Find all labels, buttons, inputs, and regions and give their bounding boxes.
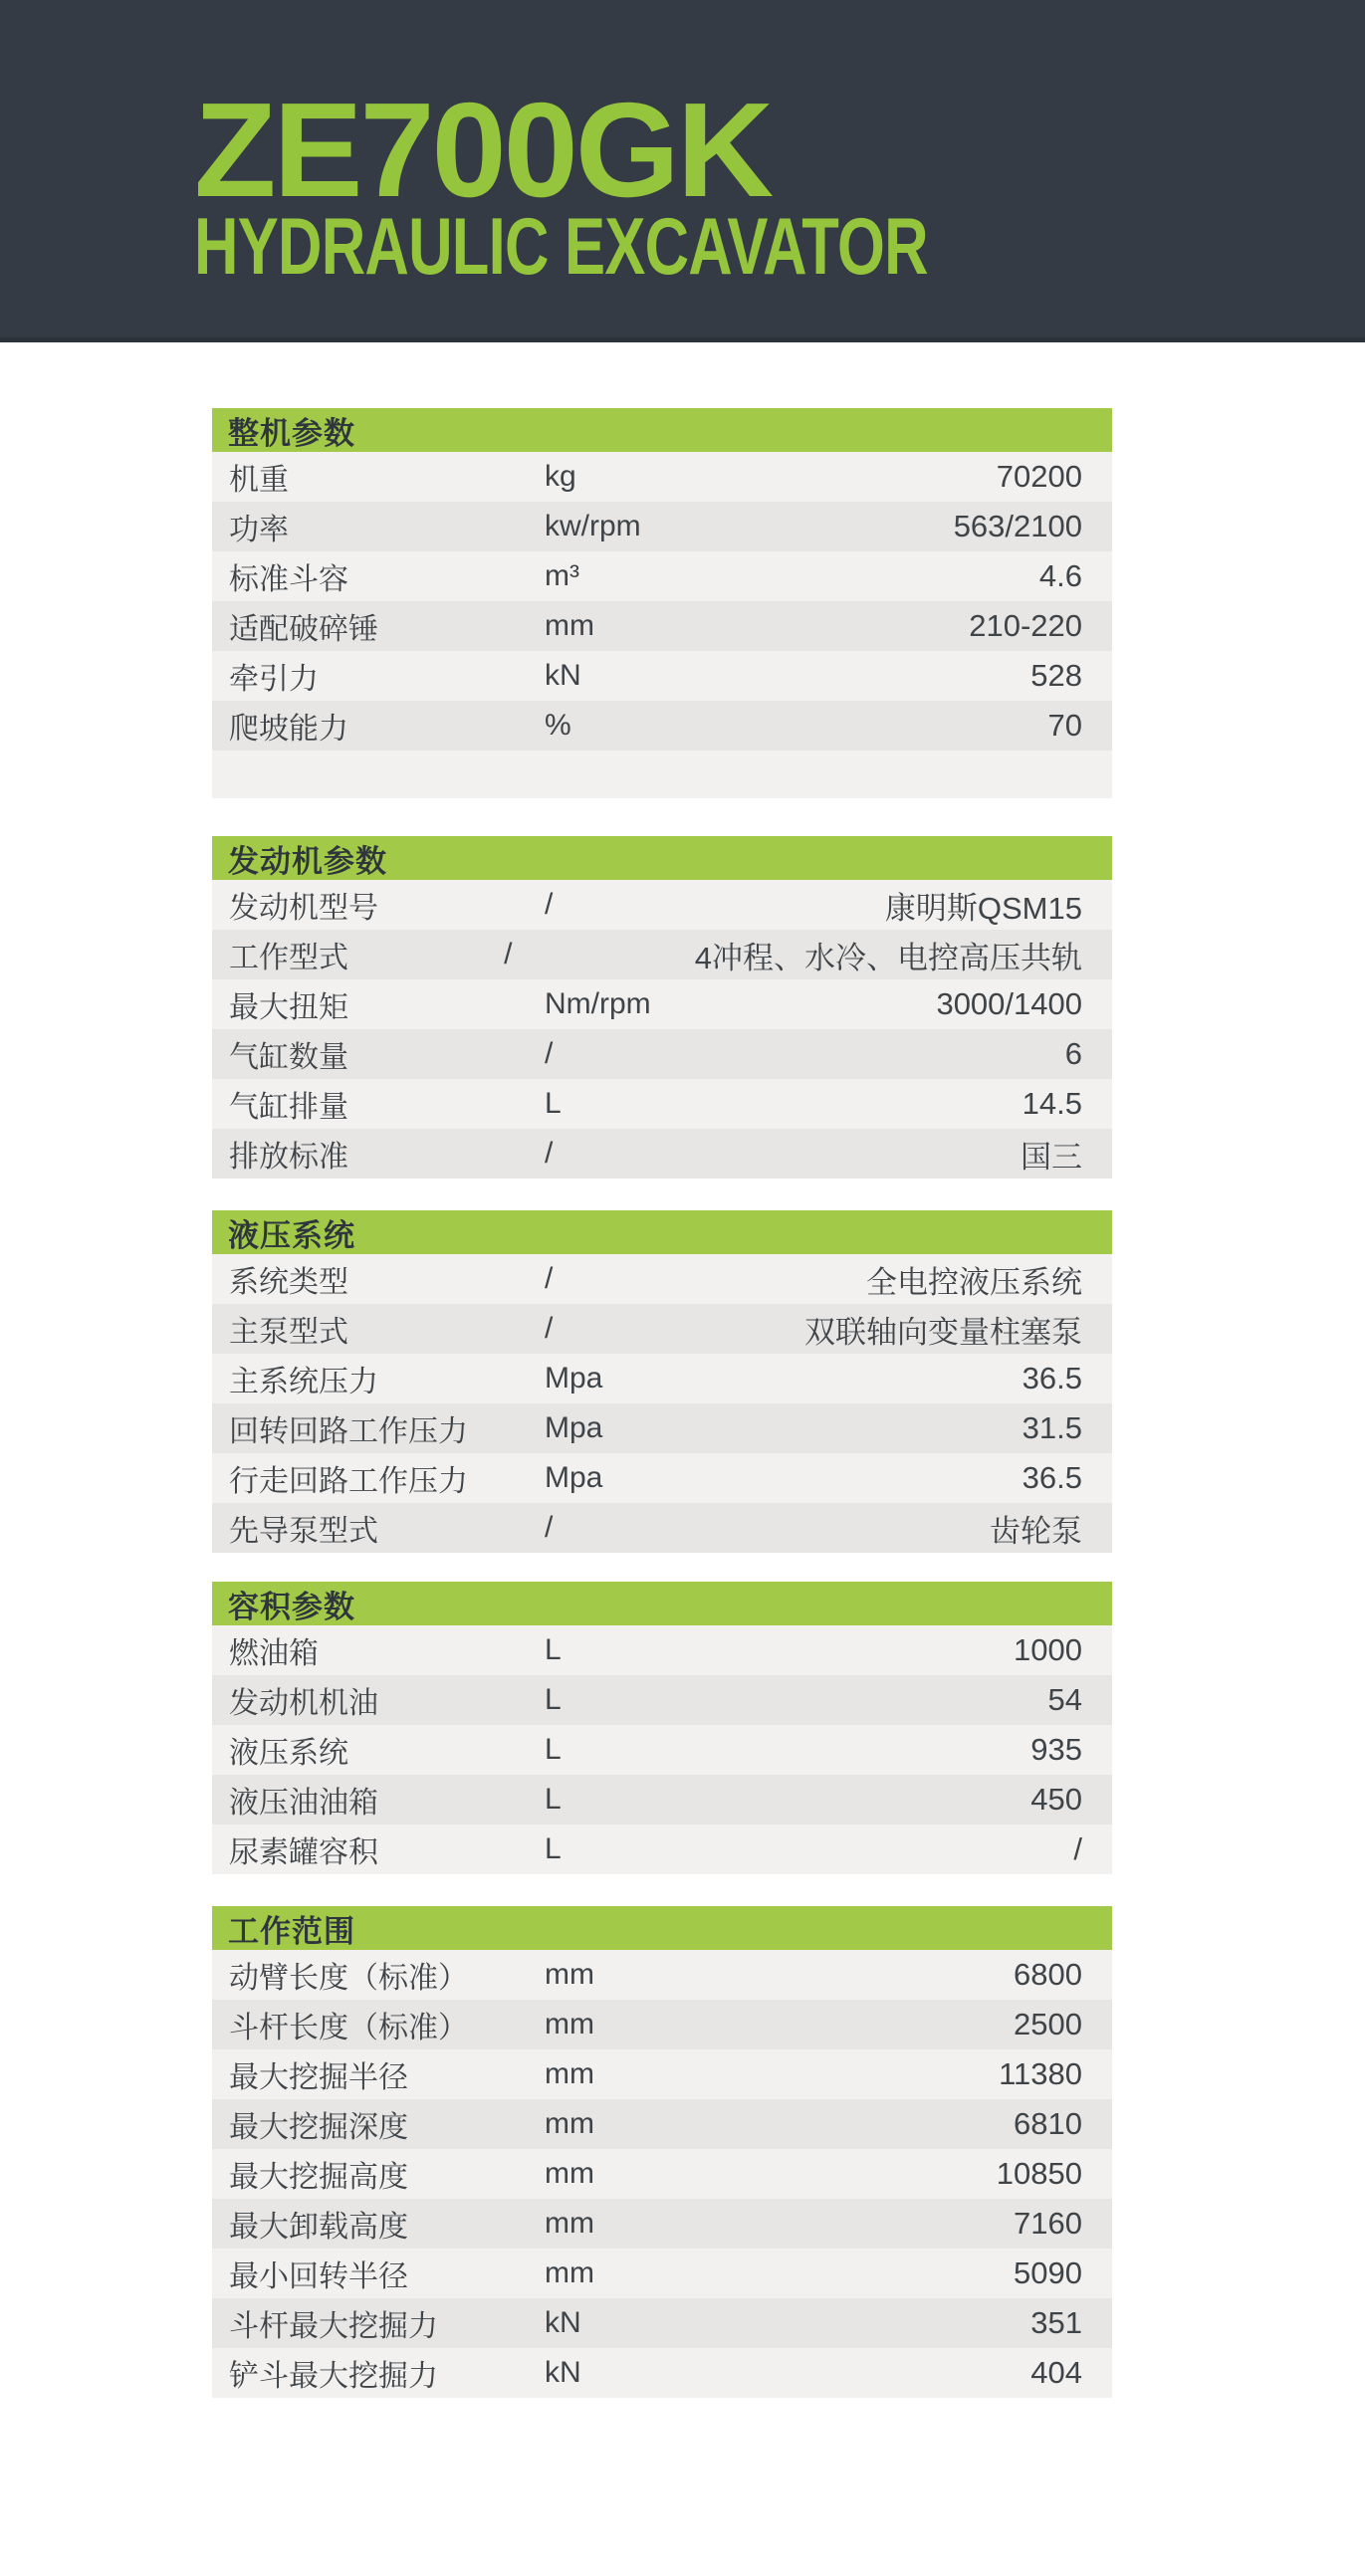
row-label: 最大扭矩: [229, 991, 348, 1024]
table-row: [212, 1079, 1112, 1129]
row-unit: Mpa: [545, 1362, 603, 1395]
table-title-bar: [212, 1906, 1112, 1950]
row-value: 国三: [1021, 1139, 1082, 1175]
table-row: [212, 1775, 1112, 1825]
table-rows: [212, 1625, 1112, 1874]
row-label: 气缸数量: [229, 1041, 348, 1074]
table-row: [212, 1503, 1112, 1553]
spec-table: [212, 836, 1112, 1179]
table-row: [212, 502, 1112, 551]
row-label: 燃油箱: [229, 1637, 319, 1670]
row-unit: Mpa: [545, 1461, 603, 1494]
row-label: 斗杆长度（标准）: [229, 2012, 468, 2044]
row-label: 主系统压力: [229, 1366, 378, 1398]
table-row: [212, 1403, 1112, 1453]
spec-table: [212, 1210, 1112, 1553]
table-title-bar: [212, 1582, 1112, 1625]
row-label: 尿素罐容积: [229, 1836, 378, 1869]
table-row: [212, 1254, 1112, 1304]
row-label: 先导泵型式: [229, 1515, 378, 1548]
table-row: [212, 551, 1112, 601]
row-unit: L: [545, 1633, 562, 1666]
row-unit: L: [545, 1733, 562, 1766]
row-value: 1000: [1014, 1632, 1082, 1667]
table-row: [212, 1625, 1112, 1675]
row-label: 工作型式: [229, 942, 348, 974]
row-label: 机重: [229, 464, 289, 497]
table-row: [212, 2000, 1112, 2049]
table-row: [212, 1725, 1112, 1775]
row-value: 齿轮泵: [990, 1513, 1082, 1549]
table-title-bar: [212, 836, 1112, 880]
row-unit: /: [504, 938, 513, 970]
brand-header: [0, 0, 1365, 342]
row-value: 7160: [1014, 2206, 1082, 2241]
table-row: [212, 1029, 1112, 1079]
row-value: 14.5: [1022, 1086, 1082, 1121]
row-label: 动臂长度（标准）: [229, 1962, 468, 1995]
table-title: 容积参数: [228, 1589, 355, 1624]
row-unit: mm: [545, 2256, 594, 2289]
table-rows: [212, 880, 1112, 1179]
row-label: 铲斗最大挖掘力: [229, 2360, 438, 2393]
table-row: [212, 601, 1112, 651]
table-row: [212, 1675, 1112, 1725]
row-label: 最大卸载高度: [229, 2211, 408, 2244]
row-unit: Nm/rpm: [545, 987, 651, 1020]
row-label: 气缸排量: [229, 1091, 348, 1124]
row-value: 双联轴向变量柱塞泵: [804, 1314, 1082, 1350]
table-row: [212, 2199, 1112, 2249]
table-title: 整机参数: [228, 415, 355, 451]
row-unit: kg: [545, 460, 576, 493]
row-value: 36.5: [1022, 1460, 1082, 1495]
row-value: 5090: [1014, 2255, 1082, 2290]
row-value: 31.5: [1022, 1410, 1082, 1445]
row-label: 液压油油箱: [229, 1787, 378, 1820]
row-unit: mm: [545, 1958, 594, 1991]
row-value: 11380: [999, 2056, 1082, 2091]
row-unit: mm: [545, 2157, 594, 2190]
row-value: 6: [1064, 1036, 1082, 1071]
table-row: [212, 979, 1112, 1029]
row-unit: kw/rpm: [545, 510, 641, 542]
row-value: 4.6: [1038, 558, 1082, 593]
row-value: 4冲程、水冷、电控高压共轨: [694, 940, 1082, 975]
row-label: 最大挖掘深度: [229, 2111, 408, 2144]
table-row: [212, 651, 1112, 701]
row-label: 最小回转半径: [229, 2260, 408, 2293]
row-unit: L: [545, 1783, 562, 1816]
table-row: [212, 1304, 1112, 1354]
row-unit: kN: [545, 659, 581, 692]
row-unit: mm: [545, 2207, 594, 2240]
row-unit: /: [545, 888, 554, 921]
row-value: 10850: [996, 2156, 1082, 2191]
row-label: 牵引力: [229, 663, 319, 696]
row-unit: mm: [545, 2057, 594, 2090]
row-label: 排放标准: [229, 1141, 348, 1174]
row-unit: mm: [545, 609, 594, 642]
table-row: [212, 2099, 1112, 2149]
row-unit: /: [545, 1511, 554, 1544]
row-unit: mm: [545, 2107, 594, 2140]
table-row: [212, 1950, 1112, 2000]
table-title: 工作范围: [228, 1913, 355, 1949]
row-unit: Mpa: [545, 1411, 603, 1444]
table-rows: [212, 1254, 1112, 1553]
row-value: 935: [1030, 1732, 1082, 1767]
table-row: [212, 2348, 1112, 2398]
row-value: /: [1073, 1831, 1082, 1866]
table-row: [212, 1453, 1112, 1503]
row-value: 70: [1047, 708, 1082, 743]
table-rows: [212, 452, 1112, 798]
row-label: 标准斗容: [229, 563, 348, 596]
table-row: [212, 1354, 1112, 1403]
row-unit: L: [545, 1087, 562, 1120]
row-label: 功率: [229, 514, 289, 546]
row-label: 最大挖掘半径: [229, 2061, 408, 2094]
table-row: [212, 1129, 1112, 1179]
row-unit: m³: [545, 559, 579, 592]
row-unit: L: [545, 1832, 562, 1865]
table-row: [212, 2149, 1112, 2199]
row-label: 适配破碎锤: [229, 613, 378, 646]
row-value: 404: [1030, 2355, 1082, 2390]
row-value: 6800: [1014, 1957, 1082, 1992]
row-value: 36.5: [1022, 1361, 1082, 1395]
row-value: 70200: [996, 459, 1082, 494]
row-value: 54: [1047, 1682, 1082, 1717]
row-value: 210-220: [969, 608, 1082, 643]
spec-table: [212, 408, 1112, 798]
row-value: 2500: [1014, 2007, 1082, 2041]
row-unit: kN: [545, 2306, 581, 2339]
row-label: 液压系统: [229, 1737, 348, 1770]
row-unit: /: [545, 1037, 554, 1070]
table-row: [212, 701, 1112, 751]
row-label: 发动机型号: [229, 892, 378, 925]
row-value: 全电控液压系统: [866, 1264, 1082, 1300]
row-label: 系统类型: [229, 1266, 348, 1299]
table-title-bar: [212, 1210, 1112, 1254]
table-title: 发动机参数: [228, 843, 387, 879]
row-label: 发动机机油: [229, 1687, 378, 1720]
table-row: [212, 880, 1112, 930]
table-row: [212, 2249, 1112, 2298]
spec-table: [212, 1582, 1112, 1874]
row-label: 爬坡能力: [229, 713, 348, 746]
row-label: 主泵型式: [229, 1316, 348, 1349]
model-subtitle: HYDRAULIC EXCAVATOR: [194, 202, 928, 292]
row-label: 斗杆最大挖掘力: [229, 2310, 438, 2343]
table-row: [212, 2049, 1112, 2099]
row-unit: kN: [545, 2356, 581, 2389]
table-title-bar: [212, 408, 1112, 452]
row-unit: %: [545, 709, 571, 742]
row-unit: /: [545, 1312, 554, 1345]
row-value: 351: [1030, 2305, 1082, 2340]
table-rows: [212, 1950, 1112, 2398]
row-value: 450: [1030, 1782, 1082, 1817]
row-unit: L: [545, 1683, 562, 1716]
row-value: 528: [1030, 658, 1082, 693]
row-value: 康明斯QSM15: [884, 890, 1082, 926]
table-title: 液压系统: [228, 1217, 355, 1253]
row-label: 回转回路工作压力: [229, 1415, 468, 1448]
model-title: ZE700GK: [194, 75, 772, 225]
row-value: 3000/1400: [936, 986, 1082, 1021]
table-row: [212, 930, 1112, 979]
table-row: [212, 1825, 1112, 1874]
row-unit: /: [545, 1262, 554, 1295]
row-value: 6810: [1014, 2106, 1082, 2141]
table-row: [212, 2298, 1112, 2348]
row-value: 563/2100: [953, 509, 1082, 543]
spec-table: [212, 1906, 1112, 2398]
row-label: 最大挖掘高度: [229, 2161, 408, 2194]
row-unit: mm: [545, 2008, 594, 2040]
row-label: 行走回路工作压力: [229, 1465, 468, 1498]
table-row: [212, 452, 1112, 502]
row-unit: /: [545, 1137, 554, 1170]
